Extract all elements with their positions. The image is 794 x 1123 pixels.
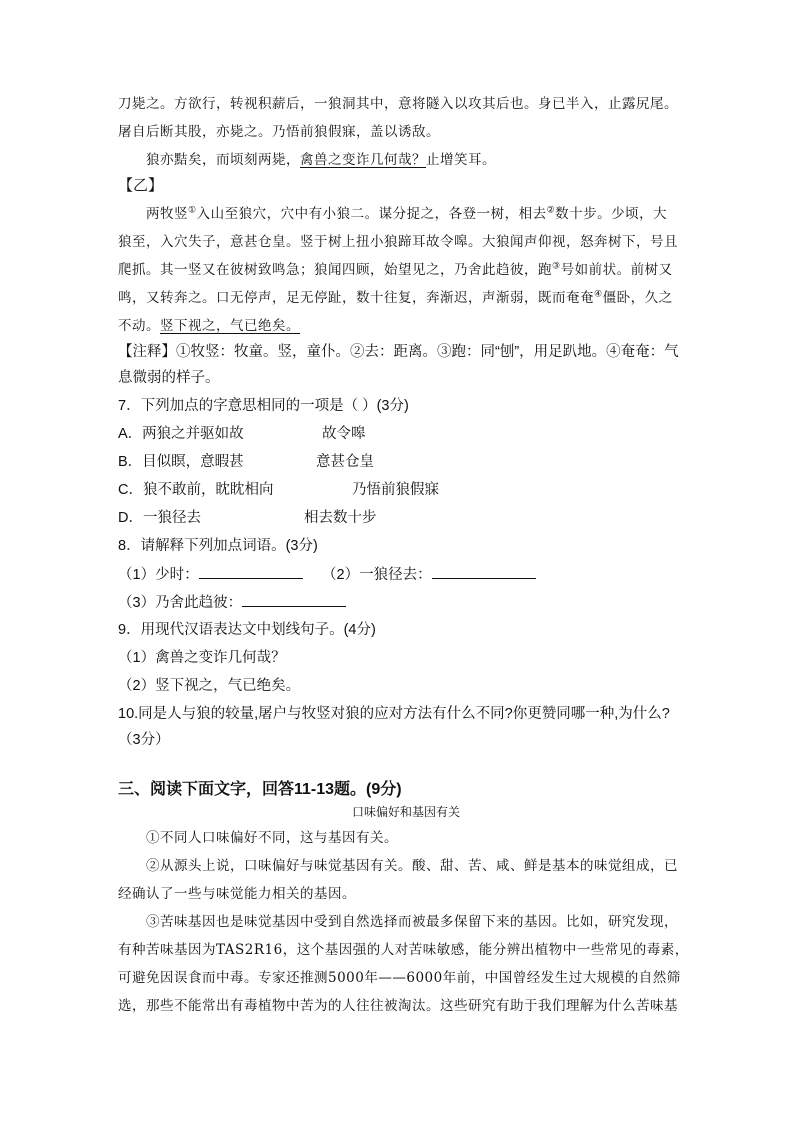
- article-paragraph-line: 选，那些不能常出有毒植物中苦为的人往往被淘汰。这些研究有助于我们理解为什么苦味基: [118, 998, 678, 1014]
- q7-option-d: D．一狼径去: [118, 510, 201, 526]
- q7-option-a: A．两狼之并驱如故: [118, 426, 244, 442]
- passage-jia-line: [146, 150, 496, 170]
- article-paragraph-line: ①不同人口味偏好不同，这与基因有关。: [146, 830, 398, 846]
- answer-blank[interactable]: [199, 564, 303, 579]
- text-segment: 号如前状。前树又: [560, 262, 673, 278]
- answer-blank[interactable]: [432, 564, 536, 579]
- passage-yi-line: [118, 316, 300, 336]
- q7-option-d-pair: 相去数十步: [304, 510, 377, 526]
- q8-item-2: [322, 564, 536, 585]
- text-segment: 不动。: [118, 318, 160, 334]
- q7-option-a-pair: 故令嗥: [322, 426, 366, 442]
- q9-item-2: （2）竖下视之，气已绝矣。: [118, 678, 301, 694]
- passage-yi-line: 狼至，入穴失子，意甚仓皇。竖于树上扭小狼蹄耳故令嗥。大狼闻声仰视，怒奔树下，号且: [118, 234, 678, 250]
- q7-option-b: B．目似瞑，意暇甚: [118, 454, 244, 470]
- text-segment: 数十步。少顷，大: [555, 206, 668, 222]
- question-10-line: （3分）: [118, 732, 170, 748]
- item-label: （2）一狼径去：: [322, 567, 432, 583]
- note-marker: ②: [546, 205, 556, 216]
- text-segment: 鸣，又转奔之。口无停声，足无停趾，数十往复，奔渐迟，声渐弱，既而奄奄: [118, 290, 594, 306]
- note-marker: ④: [594, 289, 603, 300]
- notes-line: 【注释】①牧竖：牧童。竖，童仆。②去：距离。③跑：同“刨”，用足趴地。④奄奄：气: [118, 344, 679, 360]
- section-3-heading: 三、阅读下面文字，回答11-13题。(9分): [118, 781, 402, 798]
- text-segment: 狼亦黠矣，而顷刻两毙，: [146, 152, 300, 168]
- text-segment: 止增笑耳。: [426, 152, 496, 168]
- article-paragraph-line: ②从源头上说，口味偏好与味觉基因有关。酸、甜、苦、咸、鲜是基本的味觉组成，已: [146, 858, 678, 874]
- q7-option-b-pair: 意甚仓皇: [316, 454, 374, 470]
- text-segment: 爬抓。其一竖又在彼树致鸣急；狼闻四顾，始望见之，乃舍此趋彼，跑: [118, 262, 552, 278]
- underlined-sentence: 竖下视之，气已绝矣。: [160, 318, 300, 334]
- item-label: （3）乃舍此趋彼：: [118, 595, 243, 611]
- question-7-stem: 7．下列加点的字意思相同的一项是（ ）(3分): [118, 398, 409, 414]
- article-title: 口味偏好和基因有关: [352, 805, 461, 819]
- passage-jia-line: 屠自后断其股，亦毙之。乃悟前狼假寐，盖以诱敌。: [118, 124, 440, 140]
- passage-yi-line: [118, 260, 673, 280]
- q8-item-3: [118, 592, 346, 613]
- passage-yi-line: [118, 288, 673, 308]
- q9-item-1: （1）禽兽之变诈几何哉？: [118, 650, 286, 666]
- note-marker: ①: [188, 205, 197, 216]
- question-9-stem: 9．用现代汉语表达文中划线句子。(4分): [118, 622, 376, 638]
- notes-line: 息微弱的样子。: [118, 370, 220, 386]
- article-paragraph-line: 经确认了一些与味觉能力相关的基因。: [118, 886, 356, 902]
- q7-option-c-pair: 乃悟前狼假寐: [352, 482, 439, 498]
- item-label: （1）少时：: [118, 567, 199, 583]
- q8-item-1: [118, 564, 303, 585]
- text-segment: 僵卧，久之: [602, 290, 673, 306]
- question-8-stem: 8．请解释下列加点词语。(3分): [118, 538, 318, 554]
- passage-yi-line: [146, 204, 667, 224]
- question-10-line: 10.同是人与狼的较量,屠户与牧竖对狼的应对方法有什么不同?你更赞同哪一种,为什么?: [118, 706, 670, 722]
- article-paragraph-line: 可避免因误食而中毒。专家还推测5000年——6000年前，中国曾经发生过大规模的自然筛: [118, 970, 681, 986]
- article-paragraph-line: ③苦味基因也是味觉基因中受到自然选择而被最多保留下来的基因。比如，研究发现，: [146, 914, 678, 930]
- passage-jia-line: 刀毙之。方欲行，转视积薪后，一狼洞其中，意将隧入以攻其后也。身已半入，止露尻尾。: [118, 96, 678, 112]
- underlined-sentence: 禽兽之变诈几何哉？: [300, 152, 426, 168]
- text-segment: 入山至狼穴，穴中有小狼二。谋分捉之，各登一树，相去: [196, 206, 547, 222]
- passage-yi-label: 【乙】: [118, 177, 164, 194]
- text-segment: 两牧竖: [146, 206, 188, 222]
- article-paragraph-line: 有种苦味基因为TAS2R16，这个基因强的人对苦味敏感，能分辨出植物中一些常见的毒素，: [118, 942, 689, 958]
- note-marker: ③: [552, 261, 561, 272]
- q7-option-c: C．狼不敢前，眈眈相向: [118, 482, 274, 498]
- answer-blank[interactable]: [242, 592, 346, 607]
